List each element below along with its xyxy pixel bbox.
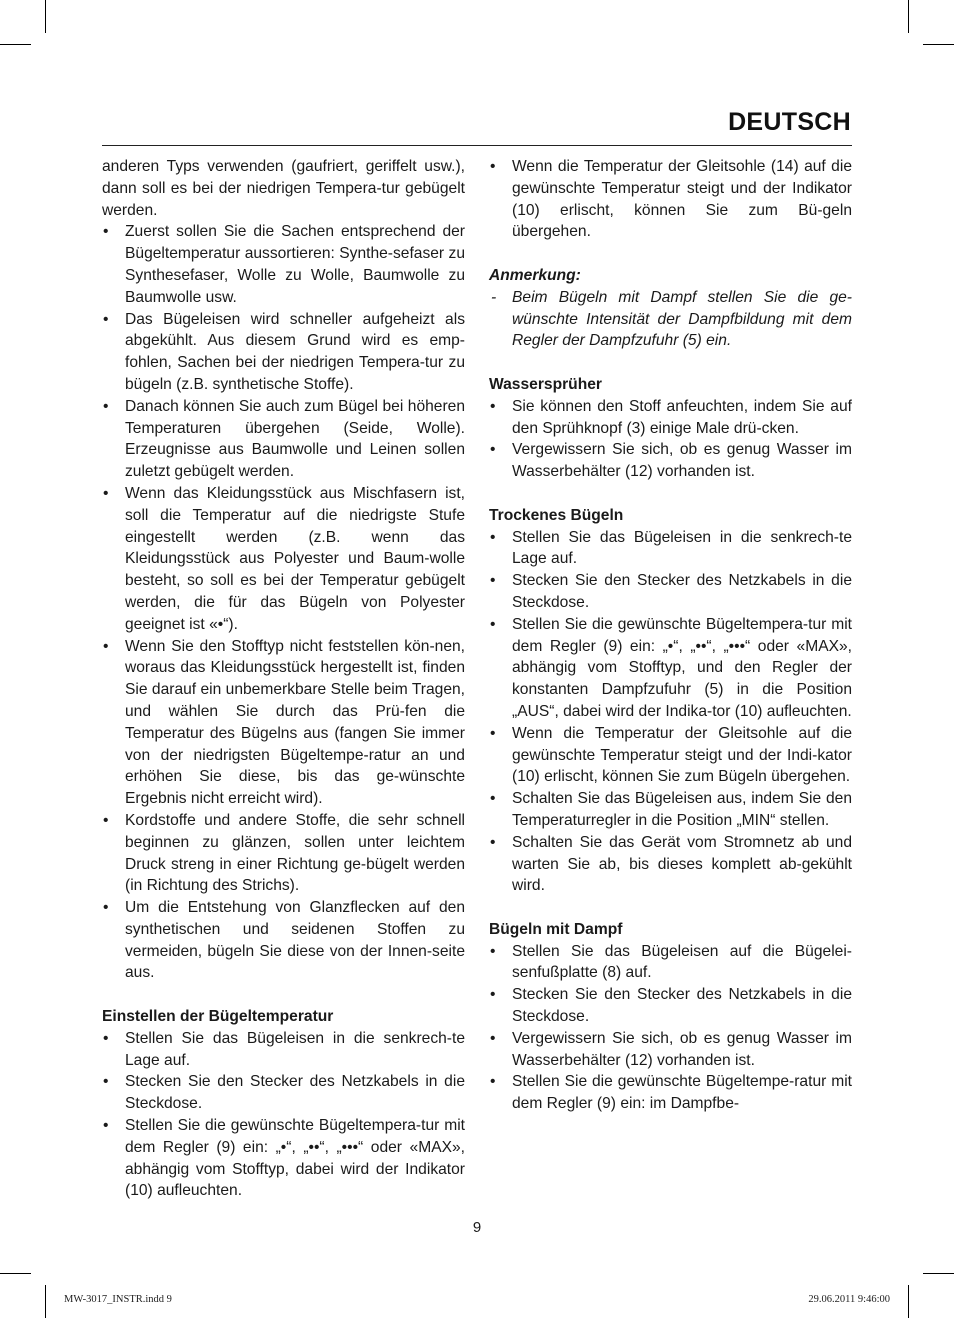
list-item: • Schalten Sie das Gerät vom Stromnetz ab und warten Sie ab, bis dieses komplett ab-gekühlt wird. [489, 832, 852, 897]
list-item: • Sie können den Stoff anfeuchten, indem Sie auf den Sprühknopf (3) einige Male drü-cken. [489, 396, 852, 440]
section-heading: Einstellen der Bügeltemperatur [102, 1008, 334, 1026]
spray-list [489, 396, 852, 483]
section-heading: Bügeln mit Dampf [489, 920, 623, 938]
section-heading: Wassersprüher [489, 375, 602, 393]
crop-mark [45, 0, 46, 33]
note-item: - Beim Bügeln mit Dampf stellen Sie die ge-wünschte Intensität der Dampfbildung mit dem Regler der Dampfzufuhr (5) ein. [489, 287, 852, 352]
crop-mark [0, 44, 31, 45]
list-item: • Stecken Sie den Stecker des Netzkabels in die Steckdose. [489, 984, 852, 1028]
page-number: 9 [472, 1219, 482, 1236]
language-title: DEUTSCH [728, 108, 851, 136]
list-item: • Stellen Sie das Bügeleisen auf die Bügelei-senfußplatte (8) auf. [489, 941, 852, 985]
left-column [102, 156, 465, 1202]
list-item: • Wenn die Temperatur der Gleitsohle auf die gewünschte Temperatur steigt und der Indi-kator (10) erlischt, können Sie zum Bügeln übergehen. [489, 723, 852, 788]
tips-list [102, 221, 465, 984]
list-item: • Das Bügeleisen wird schneller aufgeheizt als abgekühlt. Aus diesem Grund wird es emp-fohlen, Sachen bei der niedrigen Tempera-tur zu bügeln (z.B. synthetische Stoffe). [102, 309, 465, 396]
list-item: • Stecken Sie den Stecker des Netzkabels in die Steckdose. [489, 570, 852, 614]
steam-ironing-list [489, 941, 852, 1115]
crop-mark [923, 1273, 954, 1274]
intro-paragraph: anderen Typs verwenden (gaufriert, geriffelt usw.), dann soll es bei der niedrigen Tempera-tur gebügelt werden. [102, 158, 465, 219]
crop-mark [0, 1273, 31, 1274]
list-item: • Wenn die Temperatur der Gleitsohle (14) auf die gewünschte Temperatur steigt und der Indikator (10) erlischt, können Sie zum Bü-geln übergehen. [489, 156, 852, 243]
header-rule [102, 145, 852, 146]
list-item: • Stellen Sie die gewünschte Bügeltempera-tur mit dem Regler (9) ein: „•“, „••“, „•••“ oder «MAX», abhängig vom Stofftyp, dabei wird der Indikator (10) aufleuchten. [102, 1115, 465, 1202]
list-item: • Wenn das Kleidungsstück aus Mischfasern ist, soll die Temperatur auf die niedrigste Stufe eingestellt werden (z.B. wenn das Kleidungsstück aus Polyester und Baum-wolle besteht, so soll es bei der Temperatur gebügelt werden, die für das Bügeln von Polyester geeignet ist «•“). [102, 483, 465, 636]
crop-mark [923, 44, 954, 45]
right-column [489, 156, 852, 1115]
list-item: • Stellen Sie das Bügeleisen in die senkrech-te Lage auf. [489, 527, 852, 571]
list-item: • Um die Entstehung von Glanzflecken auf den synthetischen und seidenen Stoffen zu vermeiden, bügeln Sie diese von der Innen-seite aus. [102, 897, 465, 984]
section-heading: Trockenes Bügeln [489, 506, 624, 524]
print-slug-datetime: 29.06.2011 9:46:00 [808, 1294, 890, 1305]
dry-ironing-list [489, 527, 852, 898]
list-item: • Schalten Sie das Bügeleisen aus, indem Sie den Temperaturregler in die Position „MIN“ stellen. [489, 788, 852, 832]
list-item: • Stellen Sie die gewünschte Bügeltempera-tur mit dem Regler (9) ein: „•“, „••“, „•••“ oder «MAX», abhängig vom Stofftyp, und den Regler der konstanten Dampfzufuhr (5) in die Position „AUS“, dabei wird der Indika-tor (10) aufleuchten. [489, 614, 852, 723]
list-item: • Wenn Sie den Stofftyp nicht feststellen kön-nen, woraus das Kleidungsstück hergestellt ist, finden Sie darauf ein unbemerkbare Stelle beim Tragen, und wählen Sie durch das Prü-fen die Temperatur des Bügelns aus (fangen Sie immer von der niedrigsten Bügeltempe-ratur an und erhöhen Sie diese, bis das ge-wünschte Ergebnis nicht erreicht wird). [102, 636, 465, 810]
crop-mark [908, 1285, 909, 1318]
list-item: • Stellen Sie das Bügeleisen in die senkrech-te Lage auf. [102, 1028, 465, 1072]
list-item: • Kordstoffe und andere Stoffe, die sehr schnell beginnen zu glänzen, sollen unter leichtem Druck streng in einer Richtung ge-bügelt werden (in Richtung des Strichs). [102, 810, 465, 897]
print-slug-file: MW-3017_INSTR.indd 9 [64, 1294, 172, 1305]
list-item: • Danach können Sie auch zum Bügel bei höheren Temperaturen übergehen (Seide, Wolle). Erzeugnisse aus Baumwolle und Leinen sollen zuletzt gebügelt werden. [102, 396, 465, 483]
crop-mark [45, 1285, 46, 1318]
list-item: • Stellen Sie die gewünschte Bügeltempe-ratur mit dem Regler (9) ein: im Dampfbe- [489, 1071, 852, 1115]
list-item: • Vergewissern Sie sich, ob es genug Wasser im Wasserbehälter (12) vorhanden ist. [489, 1028, 852, 1072]
continued-list [489, 156, 852, 243]
note-heading: Anmerkung: [489, 266, 581, 284]
list-item: • Zuerst sollen Sie die Sachen entsprechend der Bügeltemperatur aussortieren: Synthe-sefaser zu Synthesefaser, Wolle zu Wolle, Baumwolle zu Baumwolle usw. [102, 221, 465, 308]
temperature-settings-list [102, 1028, 465, 1202]
note-list [489, 287, 852, 352]
list-item: • Vergewissern Sie sich, ob es genug Wasser im Wasserbehälter (12) vorhanden ist. [489, 439, 852, 483]
list-item: • Stecken Sie den Stecker des Netzkabels in die Steckdose. [102, 1071, 465, 1115]
crop-mark [908, 0, 909, 33]
